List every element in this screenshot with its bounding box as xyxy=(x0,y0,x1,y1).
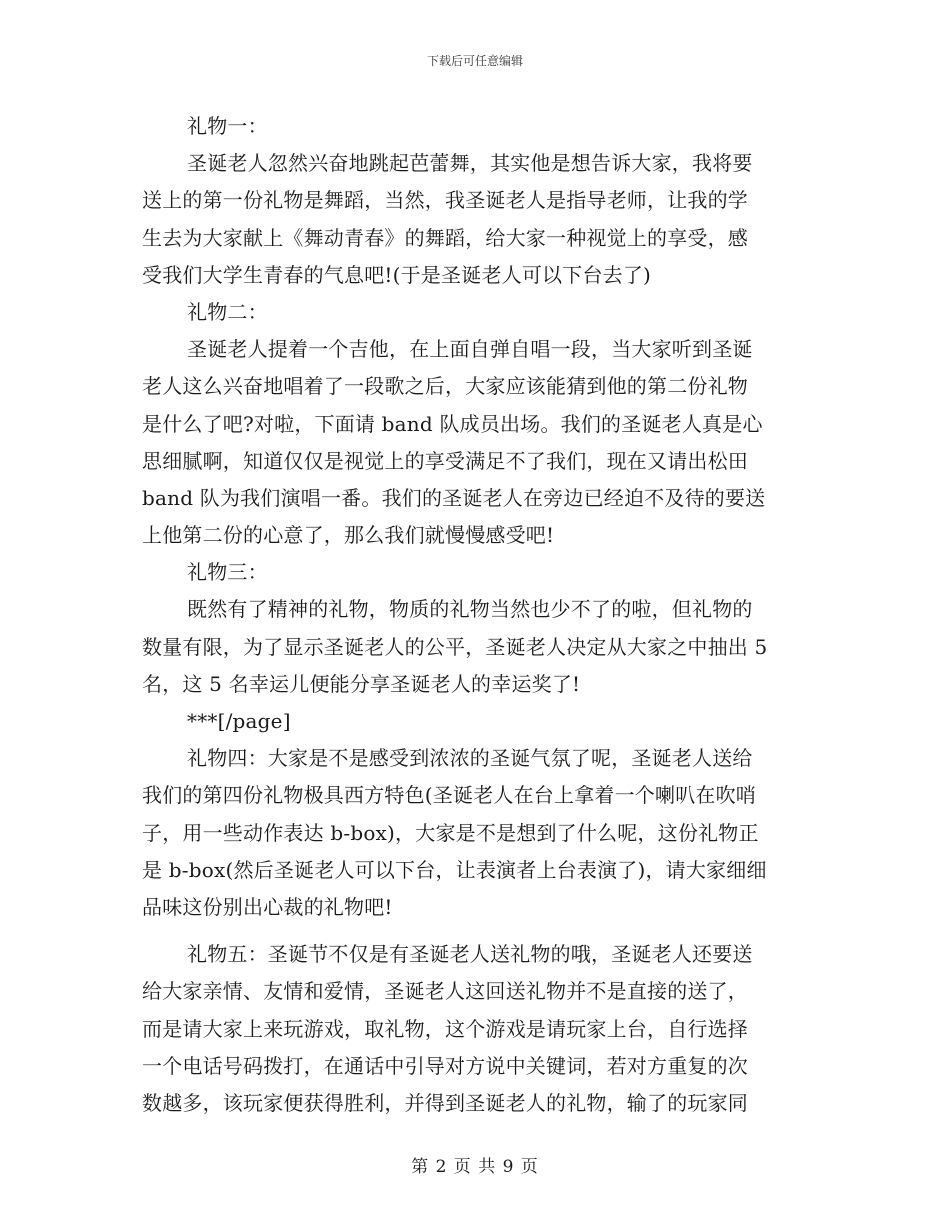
text-line: 上他第二份的心意了，那么我们就慢慢感受吧! xyxy=(142,523,555,548)
text-line: 给大家亲情、友情和爱情，圣诞老人这回送礼物并不是直接的送了， xyxy=(142,979,748,1004)
text-line: 生去为大家献上《舞动青春》的舞蹈，给大家一种视觉上的享受，感 xyxy=(142,225,748,250)
text-line: 数量有限，为了显示圣诞老人的公平，圣诞老人决定从大家之中抽出 5 xyxy=(142,634,768,659)
text-line: ***[/page] xyxy=(187,709,291,733)
text-line: 礼物三： xyxy=(187,560,268,585)
text-line: 礼物二： xyxy=(187,299,268,324)
paragraph-gap xyxy=(142,926,807,936)
document-body xyxy=(142,108,807,1122)
text-line: 圣诞老人忽然兴奋地跳起芭蕾舞，其实他是想告诉大家，我将要 xyxy=(187,151,753,176)
text-line: 送上的第一份礼物是舞蹈，当然，我圣诞老人是指导老师，让我的学 xyxy=(142,188,748,213)
text-line: 礼物一： xyxy=(187,114,268,138)
text-line: 礼物五：圣诞节不仅是有圣诞老人送礼物的哦，圣诞老人还要送 xyxy=(187,942,753,967)
text-line: 圣诞老人提着一个吉他，在上面自弹自唱一段，当大家听到圣诞 xyxy=(187,337,753,362)
text-line: 礼物四：大家是不是感受到浓浓的圣诞气氛了呢，圣诞老人送给 xyxy=(187,746,753,771)
text-line: 受我们大学生青春的气息吧!(于是圣诞老人可以下台去了) xyxy=(142,262,652,287)
text-line: 名，这 5 名幸运儿便能分享圣诞老人的幸运奖了! xyxy=(142,671,581,696)
text-line: 既然有了精神的礼物，物质的礼物当然也少不了的啦，但礼物的 xyxy=(187,597,753,622)
text-line: band 队为我们演唱一番。我们的圣诞老人在旁边已经迫不及待的要送 xyxy=(142,485,766,510)
text-line: 品味这份别出心裁的礼物吧! xyxy=(142,894,393,919)
text-line: 而是请大家上来玩游戏，取礼物，这个游戏是请玩家上台，自行选择 xyxy=(142,1016,748,1041)
text-line: 子，用一些动作表达 b-box)，大家是不是想到了什么呢，这份礼物正 xyxy=(142,820,759,845)
text-line: 我们的第四份礼物极具西方特色(圣诞老人在台上拿着一个喇叭在吹哨 xyxy=(142,783,757,808)
text-line: 是 b-box(然后圣诞老人可以下台，让表演者上台表演了)，请大家细细 xyxy=(142,857,767,882)
text-line: 思细腻啊，知道仅仅是视觉上的享受满足不了我们，现在又请出松田 xyxy=(142,448,748,473)
text-line: 数越多，该玩家便获得胜利，并得到圣诞老人的礼物，输了的玩家同 xyxy=(142,1090,748,1115)
page-header: 下载后可任意编辑 xyxy=(426,54,523,68)
page-footer: 第 2 页 共 9 页 xyxy=(411,1157,539,1177)
text-line: 老人这么兴奋地唱着了一段歌之后，大家应该能猜到他的第二份礼物 xyxy=(142,374,748,399)
text-line: 是什么了吧?对啦，下面请 band 队成员出场。我们的圣诞老人真是心 xyxy=(142,411,763,436)
text-line: 一个电话号码拨打，在通话中引导对方说中关键词，若对方重复的次 xyxy=(142,1053,748,1078)
